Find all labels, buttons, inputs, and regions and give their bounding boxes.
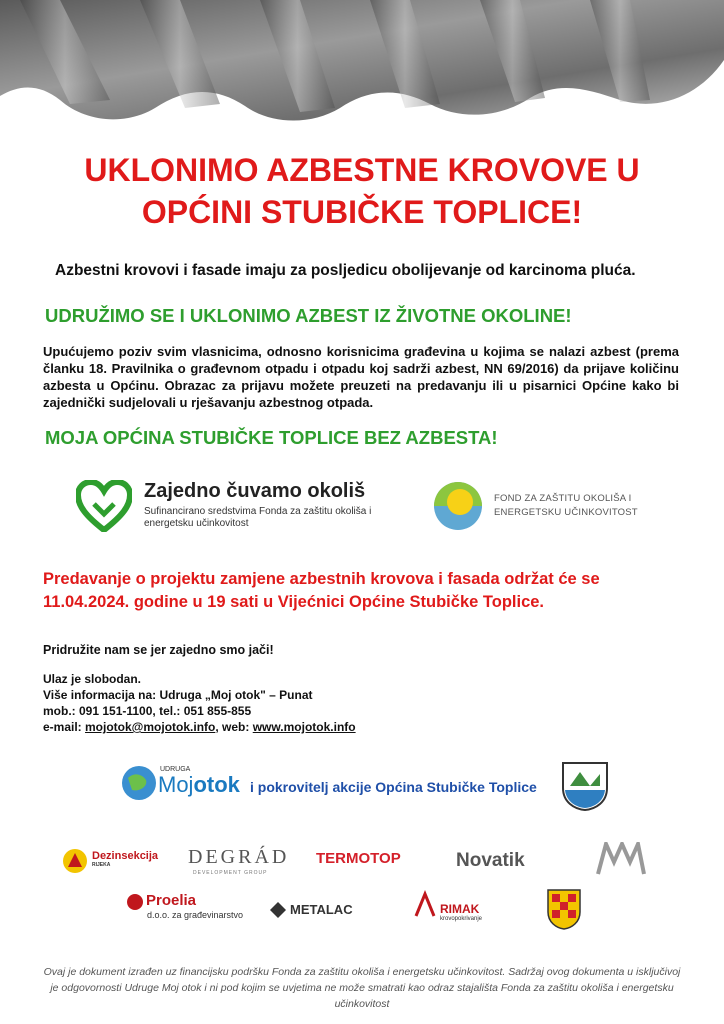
contact-info <box>43 671 356 735</box>
email-link[interactable]: mojotok@mojotok.info <box>85 720 216 734</box>
intro-text: Azbestni krovovi i fasade imaju za posljedicu obolijevanje od karcinoma pluća. <box>55 262 636 279</box>
sponsor-termotop: TERMOTOP <box>316 850 401 867</box>
zajedno-subtitle: Sufinancirano sredstvima Fonda za zaštitu okoliša i energetsku učinkovitost <box>144 506 372 529</box>
proelia-logo-icon <box>126 893 144 911</box>
lecture-line-1: Predavanje o projektu zamjene azbestnih krovova i fasada održat će se <box>43 570 600 588</box>
mojotok-udruga-label: UDRUGA <box>160 766 191 773</box>
asbestos-roof-image <box>0 0 724 130</box>
rimak-logo-icon <box>414 890 436 918</box>
metalac-logo-icon <box>270 902 286 918</box>
lecture-announcement <box>43 568 683 614</box>
more-info-text: Više informacija na: Udruga „Moj otok" – Punat <box>43 688 313 702</box>
sponsor-mm-logo-icon <box>596 842 646 876</box>
sponsor-proelia-sub: d.o.o. za građevinarstvo <box>147 910 244 920</box>
fond-logo <box>430 478 660 534</box>
email-prefix: e-mail: <box>43 720 86 734</box>
mojotok-name: Mojotok <box>158 772 240 797</box>
web-link[interactable]: www.mojotok.info <box>252 720 356 734</box>
footer-disclaimer: Ovaj je dokument izrađen uz financijsku podršku Fonda za zaštitu okoliša i energetsku učinkovitost. Sadržaj ovog dokumenta u isključivoj je odgovornosti Udruge Moj otok i ni pod kojim se uvjetima ne može smatrati kao odraz stajališta Fonda za zaštitu okoliša i energetsku učinkovitost <box>43 966 681 1010</box>
municipality-coat-of-arms-icon <box>560 760 610 812</box>
globe-icon <box>120 764 158 802</box>
zajedno-cuvamo-okolis-logo <box>76 478 406 534</box>
recycle-heart-icon <box>76 480 132 532</box>
sponsor-degrad-sub: DEVELOPMENT GROUP <box>193 870 268 876</box>
county-coat-of-arms-icon <box>546 888 582 930</box>
fond-name-line-1: FOND ZA ZAŠTITU OKOLIŠA I <box>494 493 632 504</box>
main-title-line-1: UKLONIMO AZBESTNE KROVOVE U <box>84 152 640 188</box>
zajedno-name: Zajedno čuvamo okoliš <box>144 480 366 502</box>
slogan-no-asbestos: MOJA OPĆINA STUBIČKE TOPLICE BEZ AZBESTA! <box>45 427 498 448</box>
invitation-paragraph: Upućujemo poziv svim vlasnicima, odnosno korisnicima građevina u kojima se nalazi azbest (prema članku 18. Pravilnika o građevnom otpadu i otpadu koj sadrži azbest, NN 69/2016) da prijave količinu azbesta u Općinu. Obrazac za prijavu možete preuzeti na predavanju ili u pisarnici Općine kako bi zajednički sudjelovali u rješavanju azbestnog otpada. <box>43 344 679 410</box>
entry-text: Ulaz je slobodan. <box>43 672 142 686</box>
slogan-unite: UDRUŽIMO SE I UKLONIMO AZBEST IZ ŽIVOTNE OKOLINE! <box>45 305 572 326</box>
phone-text: mob.: 091 151-1100, tel.: 051 855-855 <box>43 704 252 718</box>
lecture-line-2: 11.04.2024. godine u 19 sati u Vijećnici Općine Stubičke Toplice. <box>43 593 545 611</box>
main-title-line-2: OPĆINI STUBIČKE TOPLICE! <box>141 194 583 230</box>
fond-name-line-2: ENERGETSKU UČINKOVITOST <box>494 507 638 518</box>
web-prefix: , web: <box>215 720 253 734</box>
sponsor-dezinsekcija: Dezinsekcija RIJEKA <box>92 850 159 868</box>
fond-emblem-icon <box>430 478 488 534</box>
sponsor-novatik: Novatik <box>456 850 525 871</box>
sponsor-metalac: METALAC <box>290 902 353 917</box>
sponsor-rimak: RIMAK krovopokrivanje <box>440 902 483 922</box>
patron-text: i pokrovitelj akcije Općina Stubičke Toplice <box>250 779 537 795</box>
mojotok-patron-block <box>120 760 620 816</box>
sponsor-degrad: DEGRÁD <box>188 846 290 868</box>
dezinsekcija-logo-icon <box>62 848 88 874</box>
sponsor-proelia: Proelia <box>146 892 197 909</box>
join-text: Pridružite nam se jer zajedno smo jači! <box>43 643 274 657</box>
